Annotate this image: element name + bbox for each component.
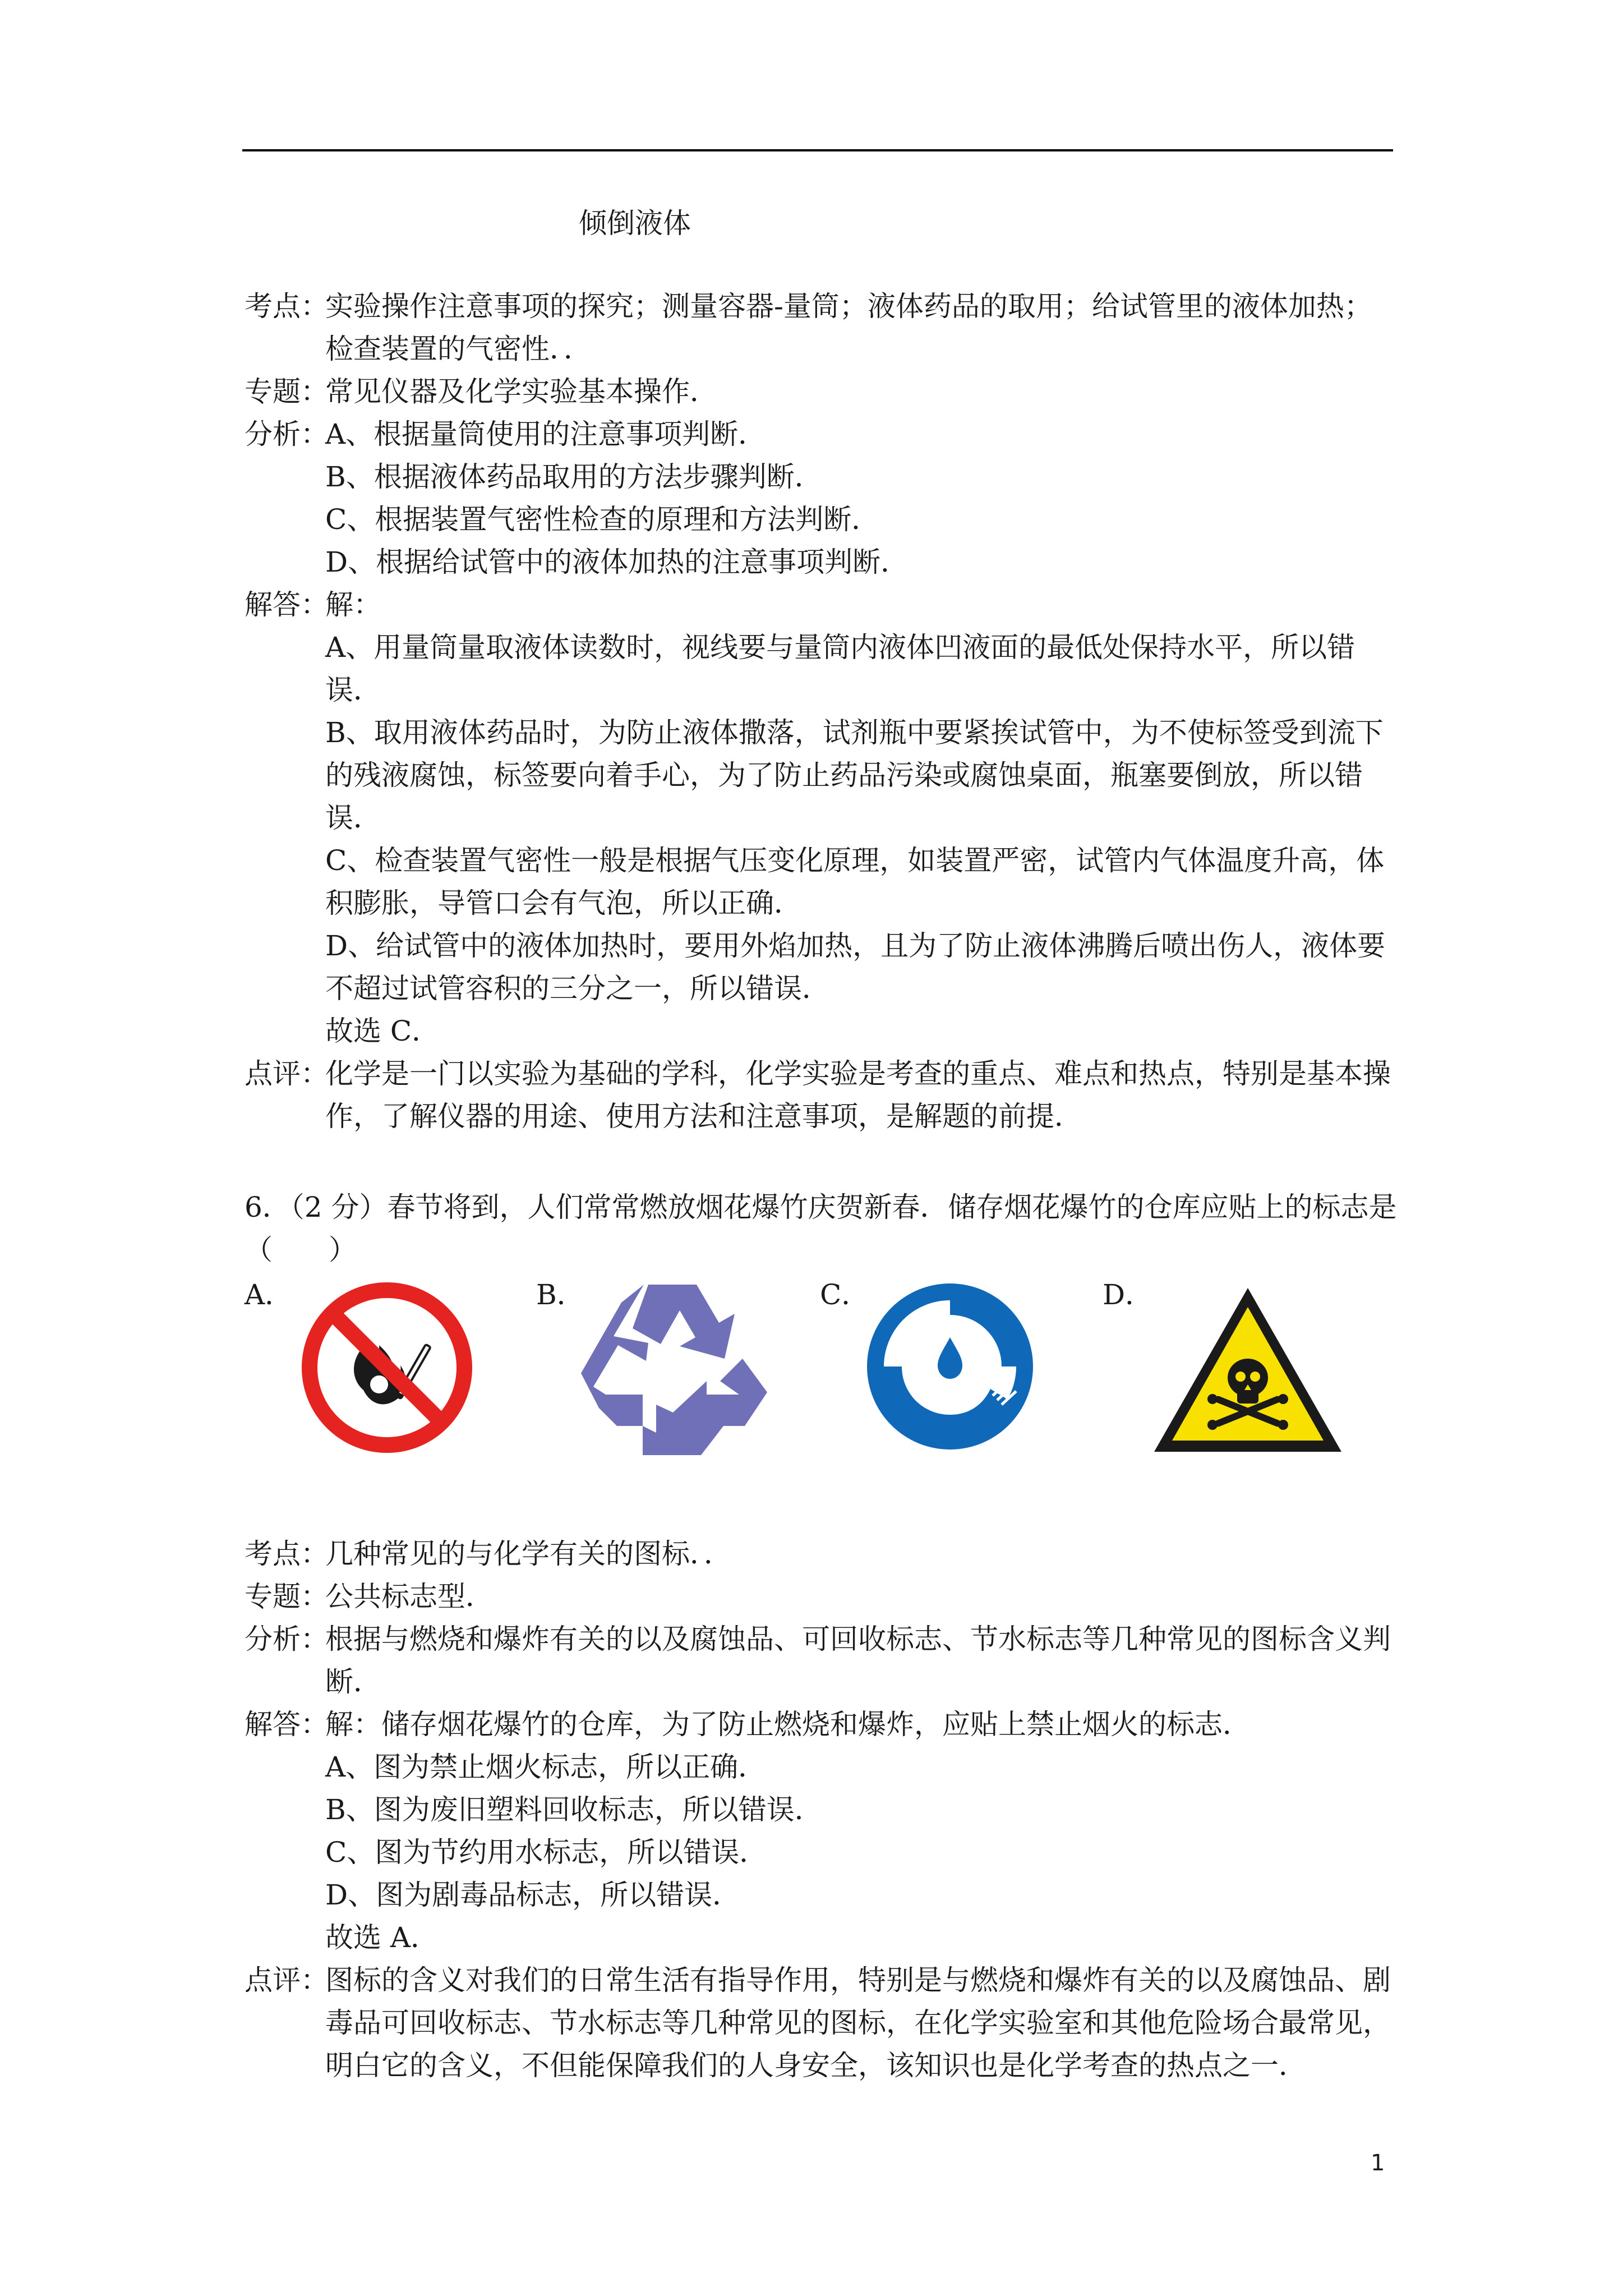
option-b-label: B． (536, 1278, 585, 1311)
dianping-label: 点评： (245, 1964, 329, 1996)
kaodian-row (245, 1533, 1400, 1575)
water-saving-icon (860, 1277, 1040, 1456)
kaodian-text: 实验操作注意事项的探究；测量容器-量筒；液体药品的取用；给试管里的液体加热； (325, 290, 1372, 323)
option-a-label: A． (245, 1278, 293, 1311)
header-rule (242, 149, 1393, 151)
jieda-item: D、图为剧毒品标志，所以错误． (325, 1879, 741, 1911)
fenxi-item: C、根据装置气密性检查的原理和方法判断． (325, 503, 880, 536)
zhuanti-row (245, 370, 1400, 413)
fenxi-label: 分析： (245, 418, 329, 450)
kaodian-text-cont: 检查装置的气密性．． (325, 333, 592, 365)
jieda-item: C、检查装置气密性一般是根据气压变化原理，如装置严密，试管内气体温度升高，体积膨胀，导管口会有气泡，所以正确． (325, 844, 1385, 919)
jieda-intro: 解：储存烟花爆竹的仓库，为了防止燃烧和爆炸，应贴上禁止烟火的标志． (325, 1708, 1251, 1741)
jieda-item: A、图为禁止烟火标志，所以正确． (325, 1751, 767, 1783)
zhuanti-label: 专题： (245, 1580, 329, 1613)
zhuanti-label: 专题： (245, 375, 329, 408)
zhuanti-text: 公共标志型． (325, 1580, 494, 1613)
analysis-section-q5 (245, 285, 1400, 1138)
options-row (245, 1273, 1400, 1487)
jieda-label: 解答： (245, 588, 329, 621)
toxic-icon (1150, 1283, 1346, 1457)
fenxi-item: B、根据液体药品取用的方法步骤判断． (325, 461, 823, 493)
dianping-text: 图标的含义对我们的日常生活有指导作用，特别是与燃烧和爆炸有关的以及腐蚀品、剧毒品可回收标志、节水标志等几种常见的图标，在化学实验室和其他危险场合最常见，明白它的含义，不但能保障我们的人身安全，该知识也是化学考查的热点之一． (325, 1964, 1391, 2082)
recycle-icon (577, 1274, 773, 1465)
jieda-row (245, 1703, 1400, 1959)
jieda-item: A、用量筒量取液体读数时，视线要与量筒内液体凹液面的最低处保持水平，所以错误． (325, 631, 1355, 706)
option-d-label: D． (1103, 1278, 1154, 1311)
jieda-intro: 解： (325, 588, 381, 621)
kaodian-text: 几种常见的与化学有关的图标．． (325, 1538, 732, 1570)
zhuanti-text: 常见仪器及化学实验基本操作． (325, 375, 718, 408)
question-text: 6．（2 分）春节将到，人们常常燃放烟花爆竹庆贺新春．储存烟花爆竹的仓库应贴上的标志是（ ） (245, 1191, 1397, 1266)
option-c-label: C． (820, 1278, 870, 1311)
jieda-label: 解答： (245, 1708, 329, 1741)
no-fire-icon (297, 1278, 477, 1457)
fenxi-row (245, 1618, 1400, 1703)
jieda-row (245, 583, 1400, 1052)
fenxi-item: D、根据给试管中的液体加热的注意事项判断． (325, 546, 909, 578)
jieda-item: B、取用液体药品时，为防止液体撒落，试剂瓶中要紧挨试管中，为不使标签受到流下的残液腐蚀，标签要向着手心，为了防止药品污染或腐蚀桌面，瓶塞要倒放，所以错误． (325, 716, 1384, 834)
jieda-item: C、图为节约用水标志，所以错误． (325, 1836, 768, 1869)
dianping-row (245, 1052, 1400, 1138)
kaodian-label: 考点： (245, 1538, 329, 1570)
page-number: 1 (1371, 2150, 1385, 2176)
zhuanti-row (245, 1575, 1400, 1618)
analysis-section-q6 (245, 1533, 1400, 2087)
fenxi-item: A、根据量筒使用的注意事项判断． (325, 418, 767, 450)
kaodian-label: 考点： (245, 290, 329, 323)
fenxi-row (245, 413, 1400, 583)
jieda-item: D、给试管中的液体加热时，要用外焰加热，且为了防止液体沸腾后喷出伤人，液体要不超过试管容积的三分之一，所以错误． (325, 930, 1386, 1005)
fenxi-label: 分析： (245, 1623, 329, 1655)
fenxi-text: 根据与燃烧和爆炸有关的以及腐蚀品、可回收标志、节水标志等几种常见的图标含义判断． (325, 1623, 1391, 1698)
kaodian-row (245, 285, 1400, 370)
figure-caption: 倾倒液体 (579, 207, 691, 240)
jieda-item: B、图为废旧塑料回收标志，所以错误． (325, 1793, 823, 1826)
dianping-label: 点评： (245, 1057, 329, 1090)
dianping-row (245, 1959, 1400, 2087)
answer: 故选 A． (325, 1921, 439, 1954)
answer: 故选 C． (325, 1015, 440, 1047)
dianping-text: 化学是一门以实验为基础的学科，化学实验是考查的重点、难点和热点，特别是基本操作，了解仪器的用途、使用方法和注意事项，是解题的前提． (325, 1057, 1391, 1133)
question-6 (245, 1186, 1400, 1271)
